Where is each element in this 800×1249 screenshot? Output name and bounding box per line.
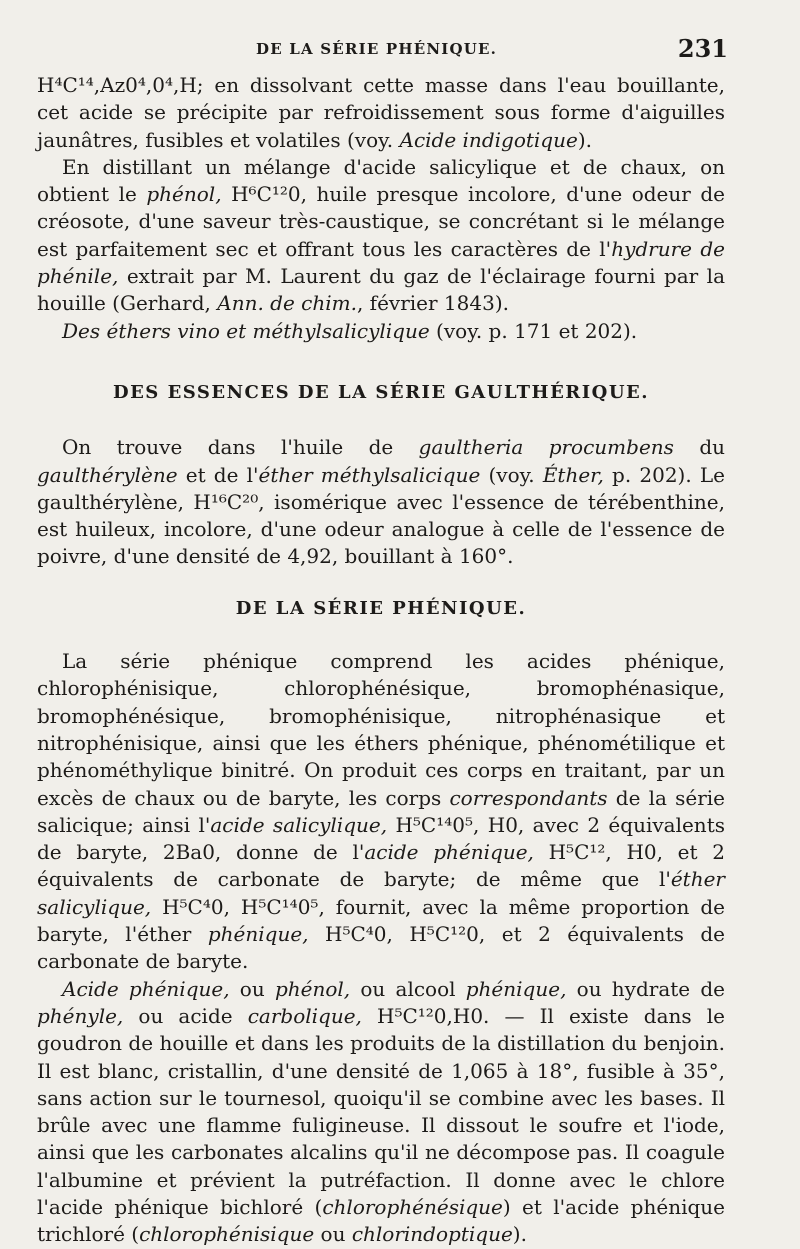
section-title-gaultherique: DES ESSENCES DE LA SÉRIE GAULTHÉRIQUE. <box>112 381 650 403</box>
page-header <box>0 32 800 72</box>
paragraph-ethers: Des éthers vino et méthylsalicylique (voy. p. 171 et 202). <box>62 318 638 343</box>
body-text <box>37 72 725 1249</box>
paragraph-acide-phenique: Acide phénique, ou phénol, ou alcool phénique, ou hydrate de phényle, ou acide carbolique, H⁵C¹²0,H0. — Il existe dans le goudron de houille et dans les produits de la distillation du benjoin. Il est blanc, cristallin, d'une densité de 1,065 à 18°, fusible à 35°, sans action sur le tournesol, quoiqu'il se combine avec les bases. Il brûle avec une flamme fuligineuse. Il dissout le soufre et l'iode, ainsi que les carbonates alcalins qu'il ne décompose pas. Il coagule l'albumine et prévient la putréfaction. Il donne avec le chlore l'acide phénique bichloré (chlorophénésique) et l'acide phénique trichloré (chlorophénisique ou chlorindoptique). <box>37 976 725 1247</box>
section-title-phenique: DE LA SÉRIE PHÉNIQUE. <box>235 597 527 619</box>
page-number: 231 <box>677 34 728 63</box>
paragraph-serie-phenique: La série phénique comprend les acides phénique, chlorophénisique, chlorophénésique, bromophénasique, bromophénésique, bromophénisique, nitrophénasique et nitrophénisique, ainsi que les éthers phénique, phénométilique et phénométhylique binitré. On produit ces corps en traitant, par un excès de chaux ou de baryte, les corps correspondants de la série salicique; ainsi l'acide salicylique, H⁵C¹⁴0⁵, H0, avec 2 équivalents de baryte, 2Ba0, donne de l'acide phénique, H⁵C¹², H0, et 2 équivalents de carbonate de baryte; de même que l'éther salicylique, H⁵C⁴0, H⁵C¹⁴0⁵, fournit, avec la même proportion de baryte, l'éther phénique, H⁵C⁴0, H⁵C¹²0, et 2 équivalents de carbonate de baryte. <box>37 649 725 974</box>
paragraph-phenol: En distillant un mélange d'acide salicylique et de chaux, on obtient le phénol, H⁶C¹²0, huile presque incolore, d'une odeur de créosote, d'une saveur très-caustique, se concrétant si le mélange est parfaitement sec et offrant tous les caractères de l'hydrure de phénile, extrait par M. Laurent du gaz de l'éclairage fourni par la houille (Gerhard, Ann. de chim., février 1843). <box>37 154 725 316</box>
running-title: DE LA SÉRIE PHÉNIQUE. <box>256 40 498 58</box>
paragraph-gaultherylene: On trouve dans l'huile de gaultheria procumbens du gaulthérylène et de l'éther méthylsalicique (voy. Éther, p. 202). Le gaulthérylène, H¹⁶C²⁰, isomérique avec l'essence de térébenthine, est huileux, incolore, d'une odeur analogue à celle de l'essence de poivre, d'une densité de 4,92, bouillant à 160°. <box>37 435 726 569</box>
paragraph-continuation: H⁴C¹⁴,Az0⁴,0⁴,H; en dissolvant cette masse dans l'eau bouillante, cet acide se précipite par refroidissement sous forme d'aiguilles jaunâtres, fusibles et volatiles (voy. Acide indigotique). <box>37 73 725 152</box>
